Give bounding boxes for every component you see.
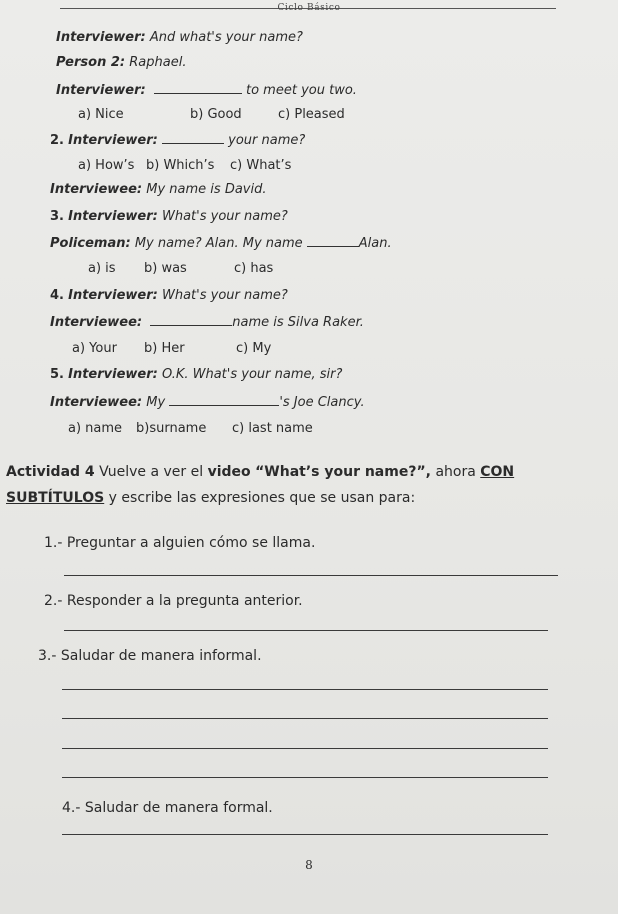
question-number: 3. bbox=[50, 209, 64, 224]
option-a[interactable]: a) is bbox=[88, 261, 116, 276]
question-prompt-1: 1.- Preguntar a alguien cómo se llama. bbox=[44, 535, 316, 551]
dialogue-text: My name? Alan. My name bbox=[134, 236, 303, 251]
option-a[interactable]: a) name bbox=[68, 421, 123, 436]
option-c[interactable]: c) has bbox=[234, 261, 274, 276]
activity-video-word: video bbox=[207, 464, 251, 480]
header-title: Ciclo Básico bbox=[277, 3, 341, 13]
question-number: 2. bbox=[50, 133, 64, 148]
writing-line[interactable] bbox=[64, 575, 558, 576]
writing-line[interactable] bbox=[62, 689, 548, 690]
option-c[interactable]: c) Pleased bbox=[278, 107, 345, 122]
dialogue-line-9 bbox=[50, 235, 392, 251]
dialogue-text: And what's your name? bbox=[149, 30, 303, 45]
dialogue-line-15 bbox=[50, 394, 365, 410]
activity-label: Actividad 4 bbox=[6, 464, 95, 480]
answer-blank[interactable] bbox=[150, 314, 232, 326]
dialogue-text: What's your name? bbox=[161, 209, 288, 224]
dialogue-text: to meet you two. bbox=[246, 83, 357, 98]
dialogue-text: name is Silva Raker. bbox=[232, 315, 364, 330]
speaker-label: Interviewer: bbox=[68, 209, 158, 224]
speaker-label: Person 2: bbox=[56, 55, 126, 70]
speaker-label: Interviewee: bbox=[50, 182, 143, 197]
option-b[interactable]: b) was bbox=[144, 261, 187, 276]
option-c[interactable]: c) My bbox=[236, 341, 272, 356]
question-4 bbox=[50, 288, 288, 303]
dialogue-line-12 bbox=[50, 314, 364, 330]
dialogue-text: Raphael. bbox=[129, 55, 187, 70]
dialogue-line-2 bbox=[56, 55, 186, 70]
question-2 bbox=[50, 132, 305, 148]
dialogue-line-3 bbox=[56, 82, 357, 98]
answer-blank[interactable] bbox=[169, 394, 279, 406]
option-b[interactable]: b) Which’s bbox=[146, 158, 215, 173]
dialogue-text: O.K. What's your name, sir? bbox=[161, 367, 343, 382]
question-prompt-2: 2.- Responder a la pregunta anterior. bbox=[44, 593, 303, 609]
option-c[interactable]: c) last name bbox=[232, 421, 313, 436]
activity-text: ahora bbox=[435, 464, 476, 480]
option-a[interactable]: a) How’s bbox=[78, 158, 135, 173]
subtitulos-word: SUBTÍTULOS bbox=[6, 490, 105, 506]
answer-blank[interactable] bbox=[307, 235, 359, 247]
option-a[interactable]: a) Nice bbox=[78, 107, 124, 122]
page-number: 8 bbox=[305, 858, 313, 872]
activity-text: Vuelve a ver el bbox=[99, 464, 204, 480]
question-number: 5. bbox=[50, 367, 64, 382]
speaker-label: Policeman: bbox=[50, 236, 131, 251]
activity-instructions-line-1 bbox=[6, 464, 514, 480]
dialogue-text: My name is David. bbox=[146, 182, 267, 197]
option-c[interactable]: c) What’s bbox=[230, 158, 292, 173]
dialogue-text: 's Joe Clancy. bbox=[279, 395, 365, 410]
speaker-label: Interviewer: bbox=[56, 30, 146, 45]
answer-blank[interactable] bbox=[162, 132, 224, 144]
option-b[interactable]: b)surname bbox=[136, 421, 207, 436]
writing-line[interactable] bbox=[62, 777, 548, 778]
question-prompt-3: 3.- Saludar de manera informal. bbox=[38, 648, 262, 664]
con-word: CON bbox=[480, 464, 515, 480]
option-b[interactable]: b) Her bbox=[144, 341, 185, 356]
dialogue-text: My bbox=[146, 395, 166, 410]
option-b[interactable]: b) Good bbox=[190, 107, 242, 122]
dialogue-text: Alan. bbox=[358, 236, 392, 251]
dialogue-line-7 bbox=[50, 182, 267, 197]
activity-text: y escribe las expresiones que se usan para: bbox=[108, 490, 416, 506]
speaker-label: Interviewer: bbox=[68, 133, 158, 148]
option-a[interactable]: a) Your bbox=[72, 341, 117, 356]
writing-line[interactable] bbox=[64, 630, 548, 631]
dialogue-text: What's your name? bbox=[161, 288, 288, 303]
speaker-label: Interviewee: bbox=[50, 395, 143, 410]
speaker-label: Interviewer: bbox=[56, 83, 146, 98]
speaker-label: Interviewer: bbox=[68, 288, 158, 303]
speaker-label: Interviewee: bbox=[50, 315, 143, 330]
writing-line[interactable] bbox=[62, 718, 548, 719]
speaker-label: Interviewer: bbox=[68, 367, 158, 382]
answer-blank[interactable] bbox=[154, 82, 242, 94]
question-number: 4. bbox=[50, 288, 64, 303]
writing-line[interactable] bbox=[62, 748, 548, 749]
activity-instructions-line-2 bbox=[6, 490, 415, 506]
question-3 bbox=[50, 209, 288, 224]
video-title: “What’s your name?”, bbox=[255, 464, 431, 480]
question-prompt-4: 4.- Saludar de manera formal. bbox=[62, 800, 273, 816]
question-5 bbox=[50, 367, 342, 382]
dialogue-line-1 bbox=[56, 30, 303, 45]
writing-line[interactable] bbox=[62, 834, 548, 835]
dialogue-text: your name? bbox=[228, 133, 306, 148]
